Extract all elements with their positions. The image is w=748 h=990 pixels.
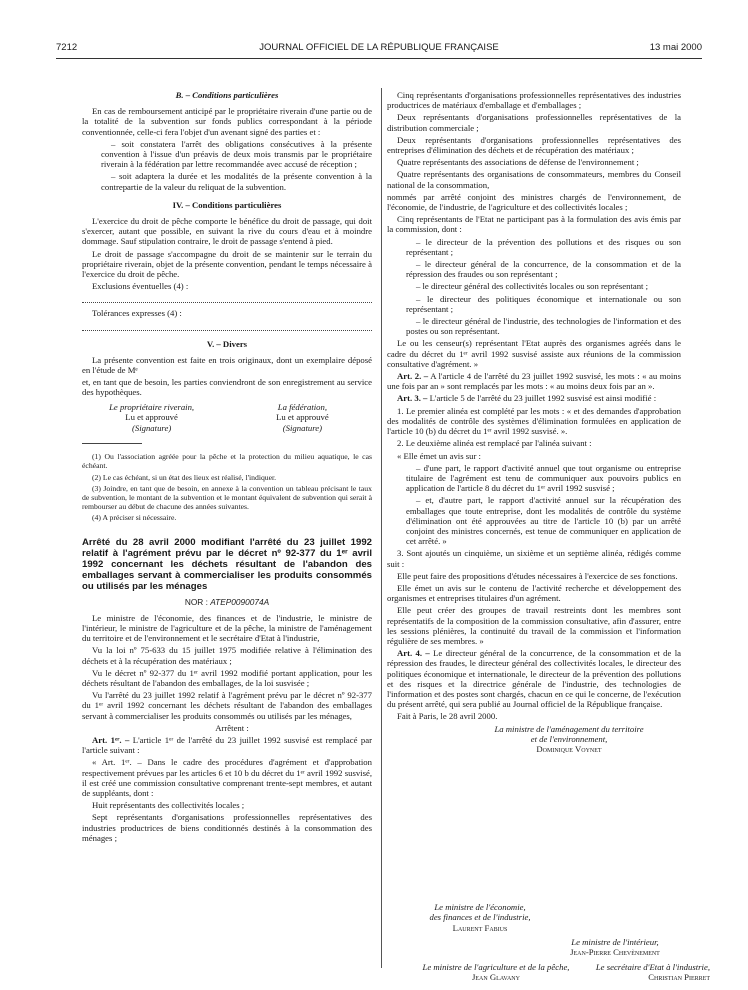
- footnote: (4) A préciser si nécessaire.: [92, 513, 177, 523]
- signature-glavany: Le ministre de l'agriculture et de la pêche, Jean Glavany: [422, 962, 570, 983]
- paragraph: Vu l'arrêté du 23 juillet 1992 relatif à l'agrément prévu par le décret nº 92-377 du 1ᵉʳ avril 1992 concernant les déchets résultant de l'abandon des emballages servant à commercialiser les produits consommés ou utilisés par les ménages,: [82, 690, 372, 721]
- approval-text: Lu et approuvé: [125, 412, 178, 423]
- paragraph: et, en tant que de besoin, les parties conviendront de son enregistrement au service des hypothèques.: [82, 377, 372, 398]
- paragraph: La présente convention est faite en trois originaux, dont un exemplaire déposé en l'étude de Mᵉ: [82, 354, 372, 376]
- paragraph: Le ou les censeur(s) représentant l'Etat auprès des organismes agréés dans le cadre du décret du 1ᵉʳ avril 1992 susvisé assiste aux réunions de la commission consultative d'agrément. »: [387, 338, 681, 369]
- paragraph: Huit représentants des collectivités locales ;: [92, 800, 245, 811]
- list-item: – et, d'autre part, le rapport d'activité annuel sur la récupération des emballages que toute entreprise, dont les modalités de contrôle du système d'élimination ont été approuvées au titre de l'article 10 (b) par un arrêté conjoint des ministres concernés, est tenue de communiquer en application de cet arrêté. »: [406, 495, 681, 547]
- paragraph: 1. Le premier alinéa est complété par les mots : « et des demandes d'approbation des modalités de contrôle des systèmes d'élimination formulées en application de l'article 10 (b) du décret du 1ᵉʳ avril 1992 susvisé. ».: [387, 405, 681, 437]
- article-label: Art. 3. –: [397, 393, 428, 404]
- list-item: – soit adaptera la durée et les modalités de la présente convention à la contrepartie de la valeur du reliquat de la subvention.: [101, 171, 372, 192]
- signature-block: [82, 402, 372, 434]
- arretent-label: Arrêtent :: [215, 722, 249, 733]
- paragraph: Cinq représentants d'organisations professionnelles représentatives des industries productrices de matériaux d'emballage et d'emballages ;: [387, 90, 681, 111]
- paragraph: nommés par arrêté conjoint des ministres chargés de l'environnement, de l'économie, de l'industrie, de l'agriculture et des collectivités locales ;: [387, 191, 681, 213]
- signatory-name: Jean Glavany: [472, 972, 520, 983]
- signature-voynet: La ministre de l'aménagement du territoire et de l'environnement, Dominique Voynet: [494, 723, 644, 755]
- closing-line: Fait à Paris, le 28 avril 2000.: [397, 711, 498, 722]
- section-v-heading: V. – Divers: [206, 338, 248, 349]
- signatory-name: Laurent Fabius: [452, 922, 508, 933]
- signature-fabius: Le ministre de l'économie, des finances et de l'industrie, Laurent Fabius: [429, 902, 531, 933]
- paragraph: Elle peut créer des groupes de travail restreints dont les membres sont représentatifs de la composition de la commission consultative, afin d'assurer, entre les sessions plénières, la continuité du travail de la commission et l'information régulière de ses membres. »: [387, 605, 681, 646]
- signature-pierret: Le secrétaire d'Etat à l'industrie, Christian Pierret: [595, 962, 710, 983]
- paragraph: L'exercice du droit de pêche comporte le bénéfice du droit de passage, qui doit s'exercer, autant que possible, en suivant la rive du cours d'eau et à moindre dommage. Sauf stipulation contraire, le droit de passage s'entend à pied.: [82, 216, 372, 247]
- paragraph: Elle émet un avis sur le contenu de l'activité recherche et développement des organismes et entreprises titulaires d'un agrément.: [387, 582, 681, 604]
- signatory-label: Le propriétaire riverain,: [109, 401, 195, 412]
- signatory-name: Christian Pierret: [648, 972, 710, 983]
- list-item: – le directeur général de la concurrence, de la consommation et de la répression des fraudes ou son représentant ;: [406, 259, 681, 280]
- paragraph: 2. Le deuxième alinéa est remplacé par l'alinéa suivant :: [397, 438, 592, 449]
- list-item: – soit constatera l'arrêt des obligations consécutives à la présente convention à l'issue d'un préavis de deux mois transmis par le propriétaire riverain à la fédération par lettre recommandée avec accusé de réception ;: [101, 138, 372, 170]
- list-item: – le directeur des politiques économique et internationale ou son représentant ;: [406, 293, 681, 314]
- paragraph: Deux représentants d'organisations professionnelles représentatives des entreprises d'élimination des déchets et de récupération des matériaux ;: [387, 134, 681, 156]
- article-label: Art. 4. –: [397, 648, 430, 659]
- article-label: Art. 2. –: [397, 371, 429, 382]
- journal-title: JOURNAL OFFICIEL DE LA RÉPUBLIQUE FRANÇAISE: [259, 42, 499, 53]
- signature-placeholder: (Signature): [282, 422, 323, 433]
- paragraph: Sept représentants d'organisations professionnelles représentatives des industries productrices de biens conditionnés destinés à la consommation des ménages ;: [82, 812, 372, 843]
- paragraph: Quatre représentants des organisations de consommateurs, membres du Conseil national de la consommation,: [387, 169, 681, 190]
- paragraph: Quatre représentants des associations de défense de l'environnement ;: [397, 157, 639, 168]
- section-iv-heading: IV. – Conditions particulières: [172, 199, 282, 210]
- paragraph: Cinq représentants de l'Etat ne participant pas à la formulation des avis émis par la commission, dont :: [387, 214, 681, 235]
- dotted-fill-line: [82, 321, 372, 331]
- signatory-name: Jean-Pierre Chevènement: [570, 947, 660, 958]
- paragraph: En cas de remboursement anticipé par le propriétaire riverain d'une partie ou de la totalité de la subvention sur fonds publics correspondant à la période conventionnée, celle-ci fera l'objet d'un avenant signé des parties et :: [82, 106, 372, 137]
- left-column: [82, 90, 372, 845]
- paragraph: « Elle émet un avis sur :: [397, 450, 481, 461]
- tolerances-label: Tolérances expresses (4) :: [92, 308, 182, 319]
- paragraph: Elle peut faire des propositions d'études nécessaires à l'exercice de ses fonctions.: [397, 570, 678, 581]
- page-header: [56, 42, 702, 56]
- section-b-heading: B. – Conditions particulières: [175, 90, 279, 100]
- paragraph: Vu la loi nº 75-633 du 15 juillet 1975 modifiée relative à l'élimination des déchets et à la récupération des matériaux ;: [82, 645, 372, 666]
- signatory-name: Dominique Voynet: [536, 744, 602, 755]
- paragraph: Deux représentants d'organisations professionnelles représentatives de la distribution commerciale ;: [387, 112, 681, 133]
- header-rule: [56, 58, 702, 59]
- nor-label: NOR :: [184, 596, 208, 607]
- list-item: – le directeur général de l'industrie, des technologies de l'information et des postes ou son représentant.: [406, 316, 681, 337]
- paragraph: Le droit de passage s'accompagne du droit de se maintenir sur le terrain du propriétaire riverain, objet de la présente convention, pendant le temps nécessaire à l'exercice du droit de pêche.: [82, 248, 372, 280]
- signatory-label: La fédération,: [277, 401, 328, 412]
- approval-text: Lu et approuvé: [276, 412, 329, 423]
- nor-reference: [82, 597, 372, 607]
- article-2: Art. 2. – A l'article 4 de l'arrêté du 23 juillet 1992 susvisé, les mots : « au moins une fois par an » sont remplacés par les mots : « au moins deux fois par an ».: [387, 371, 681, 392]
- decree-title: Arrêté du 28 avril 2000 modifiant l'arrêté du 23 juillet 1992 relatif à l'agrément prévu par le décret nº 92-377 du 1ᵉʳ avril 1992 concernant les déchets résultant de l'abandon des emballages servant à commercialiser les produits consommés ou utilisés par les ménages: [82, 536, 372, 592]
- footnote: (2) Le cas échéant, si un état des lieux est réalisé, l'indiquer.: [92, 472, 277, 482]
- nor-code: ATEP0090074A: [210, 596, 270, 607]
- paragraph: Le ministre de l'économie, des finances et de l'industrie, le ministre de l'intérieur, le ministre de l'agriculture et de la pêche, la ministre de l'aménagement du territoire et de l'environnement et le secrétaire d'Etat à l'industrie,: [82, 612, 372, 644]
- column-divider: [381, 88, 382, 968]
- article-1: Art. 1ᵉʳ. – L'article 1ᵉʳ de l'arrêté du 23 juillet 1992 susvisé est remplacé par l'article suivant :: [82, 735, 373, 756]
- article-4: Art. 4. – Le directeur général de la concurrence, de la consommation et de la répression des fraudes, le directeur général des collectivités locales, le directeur des politiques économique et internationale, le directeur de la prévention des pollutions et des risques et la directrice générale de l'industrie, des technologies de l'information et des postes sont chargés, chacun en ce qui le concerne, de l'exécution du présent arrêté, qui sera publié au Journal officiel de la République française.: [387, 648, 682, 710]
- exclusions-label: Exclusions éventuelles (4) :: [92, 281, 189, 292]
- footnote: (1) Ou l'association agréée pour la pêche et la protection du milieu aquatique, le cas échéant.: [82, 452, 372, 471]
- footnote: (3) Joindre, en tant que de besoin, en annexe à la convention un tableau précisant le taux de subvention, le montant de la subvention et le montant équivalent de subvention qui serait à rembourser au début de chacune des années suivantes.: [82, 483, 372, 512]
- list-item: – le directeur général des collectivités locales ou son représentant ;: [416, 281, 649, 292]
- right-column: [387, 90, 681, 758]
- signature-placeholder: (Signature): [131, 422, 172, 433]
- paragraph: 3. Sont ajoutés un cinquième, un sixième et un septième alinéa, rédigés comme suit :: [387, 548, 681, 569]
- footnote-rule: [82, 443, 142, 444]
- list-item: – le directeur de la prévention des pollutions et des risques ou son représentant ;: [406, 236, 681, 257]
- article-3: Art. 3. – L'article 5 de l'arrêté du 23 juillet 1992 susvisé est ainsi modifié :: [397, 393, 657, 404]
- paragraph: « Art. 1ᵉʳ. – Dans le cadre des procédures d'agrément et d'approbation respectivement prévues par les articles 6 et 10 b du décret du 1ᵉʳ avril 1992 susvisé, il est créé une commission consultative comprenant trente-sept membres, et autant de suppléants, dont :: [82, 757, 372, 799]
- paragraph: Vu le décret nº 92-377 du 1ᵉʳ avril 1992 modifié portant application, pour les déchets résultant de l'abandon des emballages, de la loi susvisée ;: [82, 667, 372, 689]
- article-label: Art. 1ᵉʳ. –: [92, 735, 130, 746]
- issue-date: 13 mai 2000: [649, 42, 702, 53]
- dotted-fill-line: [82, 293, 372, 303]
- list-item: – d'une part, le rapport d'activité annuel que tout organisme ou entreprise titulaire de l'agrément est tenu de communiquer aux pouvoirs publics en application de l'article 8 du décret du 1ᵉʳ avril 1992 susvisé ;: [406, 462, 681, 494]
- page-number: 7212: [56, 42, 78, 53]
- signature-chevenement: Le ministre de l'intérieur, Jean-Pierre Chevènement: [570, 937, 660, 958]
